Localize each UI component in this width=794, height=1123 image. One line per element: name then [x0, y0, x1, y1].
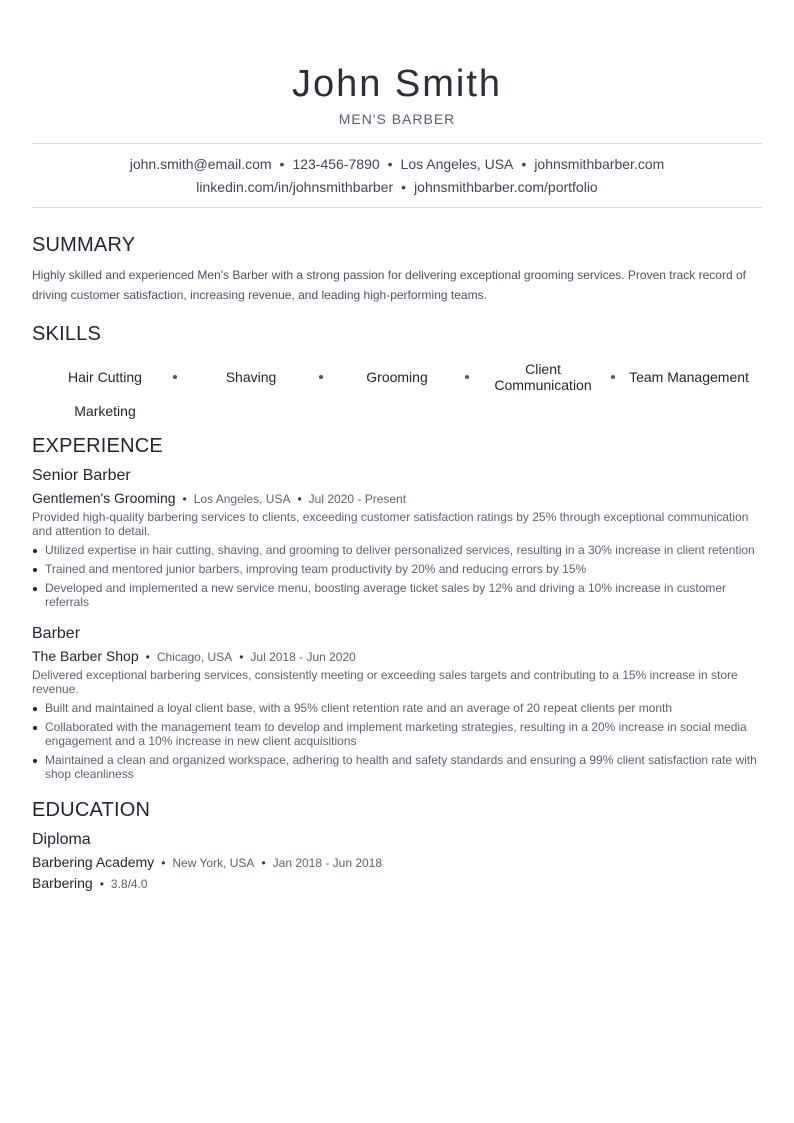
- meta-separator: •: [161, 856, 166, 870]
- job-bullet: [32, 562, 762, 576]
- bullet-dot: [33, 707, 37, 711]
- skill-label: Client Communication: [494, 361, 592, 393]
- job-bullet: [32, 753, 762, 781]
- contact-email[interactable]: john.smith@email.com: [129, 156, 272, 172]
- skill-separator-dot: [173, 375, 177, 379]
- skill-separator-dot: [611, 375, 615, 379]
- job-bullet: [32, 543, 762, 557]
- meta-separator: •: [99, 877, 104, 891]
- job-location: Los Angeles, USA: [193, 492, 291, 506]
- skill-label: Shaving: [225, 369, 277, 385]
- contact-line-2: [32, 176, 762, 199]
- bullet-text: Trained and mentored junior barbers, improving team productivity by 20% and reducing errors by 15%: [45, 562, 587, 576]
- job-bullet: [32, 581, 762, 609]
- education-heading: EDUCATION: [32, 799, 151, 821]
- resume-header: [32, 0, 762, 127]
- meta-separator: •: [239, 650, 244, 664]
- job-description: Delivered exceptional barbering services, consistently meeting or exceeding sales targets and contributing to a 15% increase in store revenue.: [32, 668, 738, 696]
- education-dates: Jan 2018 - Jun 2018: [272, 856, 383, 870]
- job-company: The Barber Shop: [32, 648, 139, 664]
- job-entry: [32, 625, 762, 781]
- summary-heading: SUMMARY: [32, 234, 136, 256]
- job-bullet: [32, 701, 762, 715]
- job-company: Gentlemen's Grooming: [32, 490, 176, 506]
- bullet-text: Utilized expertise in hair cutting, shaving, and grooming to deliver personalized services, resulting in a 30% increase in client retention: [45, 543, 755, 557]
- contact-block: [32, 144, 762, 207]
- contact-portfolio[interactable]: johnsmithbarber.com/portfolio: [414, 179, 598, 195]
- skill-item: [32, 401, 178, 421]
- school-location: New York, USA: [172, 856, 255, 870]
- education-section: [32, 799, 762, 893]
- skill-label: Team Management: [629, 369, 749, 385]
- job-meta: [32, 647, 762, 666]
- school-name: Barbering Academy: [32, 854, 155, 870]
- skill-item: [178, 361, 324, 393]
- job-title: Senior Barber: [32, 467, 131, 484]
- job-bullets: [32, 701, 762, 781]
- contact-separator: •: [387, 156, 393, 172]
- bullet-dot: [33, 726, 37, 730]
- job-bullet: [32, 720, 762, 748]
- contact-line-1: [32, 153, 762, 176]
- job-entry: [32, 467, 762, 609]
- candidate-name: John Smith: [291, 63, 503, 105]
- skill-separator-dot: [465, 375, 469, 379]
- bullet-text: Built and maintained a loyal client base, with a 95% client retention rate and an average of 20 repeat clients per month: [45, 701, 673, 715]
- skill-label: Hair Cutting: [68, 369, 142, 385]
- skill-separator-dot: [319, 375, 323, 379]
- education-field-line: [32, 874, 762, 893]
- field-of-study: Barbering: [32, 875, 93, 891]
- skill-label: Marketing: [74, 403, 136, 419]
- job-location: Chicago, USA: [156, 650, 233, 664]
- experience-section: [32, 435, 762, 781]
- skill-item: [616, 361, 762, 393]
- candidate-title: MEN'S BARBER: [338, 111, 456, 127]
- job-title: Barber: [32, 625, 81, 642]
- job-bullets: [32, 543, 762, 609]
- bullet-dot: [33, 568, 37, 572]
- contact-location: Los Angeles, USA: [400, 156, 514, 172]
- bullet-dot: [33, 549, 37, 553]
- skill-item: [324, 361, 470, 393]
- education-entry: [32, 831, 762, 893]
- job-description: Provided high-quality barbering services to clients, exceeding customer satisfaction ratings by 25% through exceptional communication and attention to detail.: [32, 510, 749, 538]
- contact-separator: •: [521, 156, 527, 172]
- contact-separator: •: [401, 179, 407, 195]
- bullet-text: Collaborated with the management team to develop and implement marketing strategies, resulting in a 20% increase in social media engagement and a 10% increase in new client acquisitions: [45, 720, 747, 748]
- contact-separator: •: [279, 156, 285, 172]
- job-dates: Jul 2018 - Jun 2020: [250, 650, 356, 664]
- meta-separator: •: [297, 492, 302, 506]
- skill-label: Grooming: [366, 369, 428, 385]
- skills-heading: SKILLS: [32, 323, 102, 345]
- contact-phone[interactable]: 123-456-7890: [292, 156, 380, 172]
- meta-separator: •: [182, 492, 187, 506]
- job-dates: Jul 2020 - Present: [308, 492, 407, 506]
- bullet-dot: [33, 587, 37, 591]
- degree-title: Diploma: [32, 831, 91, 848]
- bullet-text: Developed and implemented a new service menu, boosting average ticket sales by 12% and driving a 10% increase in customer referrals: [45, 581, 727, 609]
- skills-list: [32, 361, 762, 421]
- job-meta: [32, 489, 762, 508]
- summary-section: [32, 234, 762, 305]
- meta-separator: •: [261, 856, 266, 870]
- skills-section: [32, 323, 762, 421]
- skill-item: [470, 361, 616, 393]
- education-meta: [32, 853, 762, 872]
- skill-item: [32, 361, 178, 393]
- meta-separator: •: [145, 650, 150, 664]
- contact-divider: [32, 207, 762, 208]
- gpa: 3.8/4.0: [110, 877, 148, 891]
- contact-website[interactable]: johnsmithbarber.com: [534, 156, 665, 172]
- bullet-dot: [33, 759, 37, 763]
- summary-text: Highly skilled and experienced Men's Barber with a strong passion for delivering exceptional grooming services. Proven track record of driving customer satisfaction, increasing revenue, and leading high-performing teams.: [32, 268, 746, 302]
- contact-linkedin[interactable]: linkedin.com/in/johnsmithbarber: [196, 179, 394, 195]
- experience-heading: EXPERIENCE: [32, 435, 163, 457]
- bullet-text: Maintained a clean and organized workspace, adhering to health and safety standards and ensuring a 99% client satisfaction rate with shop cleanliness: [45, 753, 757, 781]
